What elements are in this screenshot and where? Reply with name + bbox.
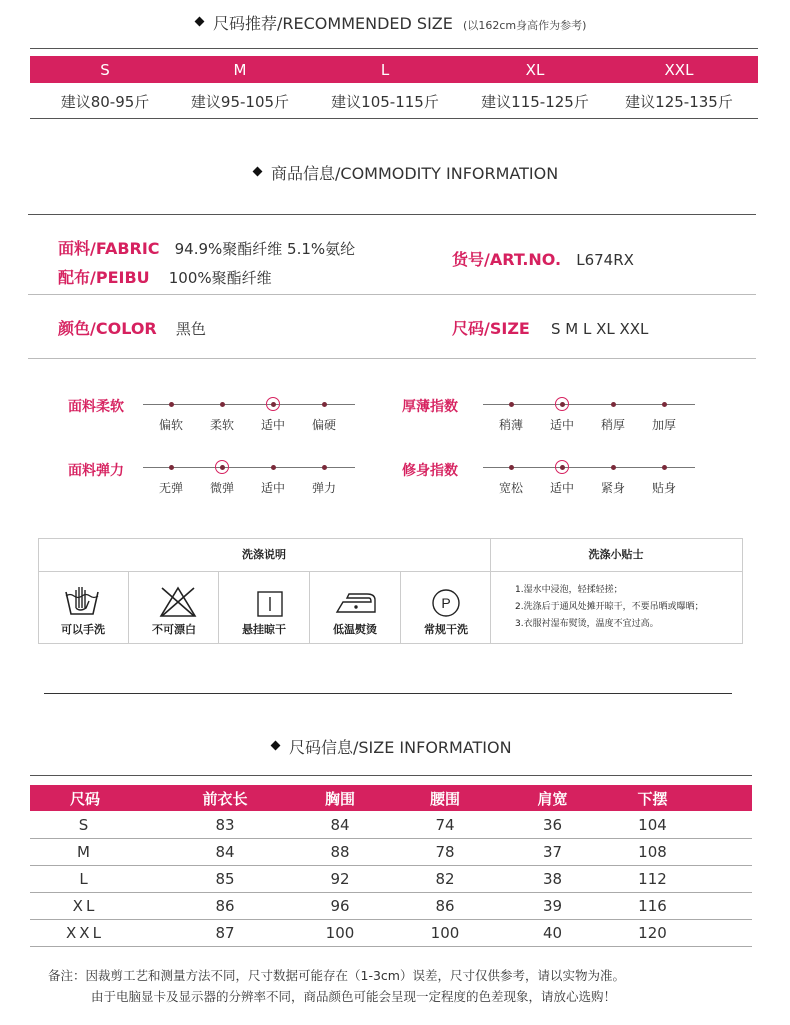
table-cell: 120 [638, 924, 667, 942]
table-cell: 40 [542, 924, 563, 942]
diamond-icon [195, 17, 205, 27]
table-cell: 96 [330, 897, 350, 915]
dry-clean-icon [431, 588, 461, 618]
size-info-title: 尺码信息/SIZE INFORMATION [272, 735, 512, 758]
table-row [30, 920, 752, 946]
table-cell: 104 [638, 816, 667, 834]
color-row: 颜色/COLOR 黑色 [58, 319, 206, 338]
care-tips-title: 洗涤小贴士 [588, 548, 644, 561]
divider [28, 214, 756, 215]
divider [28, 294, 756, 295]
table-row [30, 893, 752, 919]
scale-option-label: 稍厚 [600, 418, 625, 432]
selected-ring-icon [215, 460, 229, 474]
care-tip: 2.洗涤后于通风处摊开晾干，不要吊晒或曝晒； [515, 602, 704, 612]
hand-wash-icon [62, 584, 102, 618]
note-line: 由于电脑显卡及显示器的分辨率不同，商品颜色可能会呈现一定程度的色差现象，请放心选购！ [91, 989, 617, 1004]
scale-option-label: 弹力 [311, 481, 336, 495]
no-bleach-icon [158, 584, 198, 618]
header-cell: 肩宽 [537, 789, 568, 808]
svg-text:P: P [441, 595, 451, 611]
care-tips [515, 582, 737, 633]
scale-dot [271, 465, 276, 470]
hang-dry-icon [256, 590, 284, 618]
selected-ring-icon [555, 397, 569, 411]
scale-dot [322, 465, 327, 470]
table-cell: 92 [330, 870, 350, 888]
divider [44, 693, 732, 694]
scale-option-label: 适中 [260, 481, 285, 495]
size-cell: XXL [664, 60, 694, 79]
weight-cell: 建议95-105斤 [190, 92, 290, 111]
table-cell: 83 [215, 816, 235, 834]
table-cell: 116 [638, 897, 667, 915]
scale-dot [662, 402, 667, 407]
table-cell: 86 [435, 897, 455, 915]
scale-dot [611, 465, 616, 470]
scale-option-label: 偏硬 [311, 418, 336, 432]
size-cell: S [100, 60, 110, 79]
recommended-weight-row [30, 90, 758, 112]
size-cell: M [233, 60, 247, 79]
weight-cell: 建议105-115斤 [331, 92, 439, 111]
care-label-hang-dry: 悬挂晾干 [242, 623, 286, 636]
table-row [30, 812, 752, 838]
header-cell: 腰围 [429, 789, 460, 808]
size-cell: XL [525, 60, 545, 79]
scale-title: 面料柔软 [68, 399, 124, 415]
scale-option-label: 贴身 [651, 481, 676, 495]
table-cell: 88 [330, 843, 350, 861]
scale-dot [662, 465, 667, 470]
table-cell: 84 [215, 843, 235, 861]
table-cell: L [79, 870, 91, 888]
diamond-icon [253, 167, 263, 177]
table-cell: 39 [542, 897, 563, 915]
table-cell: 74 [435, 816, 455, 834]
row-divider [30, 946, 752, 947]
scale-title: 面料弹力 [68, 463, 124, 479]
header-cell: 胸围 [324, 789, 355, 808]
selected-ring-icon [266, 397, 280, 411]
table-cell: 112 [638, 870, 667, 888]
low-iron-icon [335, 590, 377, 616]
table-cell: 84 [330, 816, 350, 834]
table-cell: XL [72, 897, 98, 915]
table-cell: 38 [542, 870, 563, 888]
art-no-row: 货号/ART.NO. L674RX [452, 250, 634, 269]
weight-cell: 建议80-95斤 [60, 92, 150, 111]
recommended-size-header [30, 56, 758, 83]
note-line: 备注：因裁剪工艺和测量方法不同，尺寸数据可能存在（1-3cm）误差，尺寸仅供参考，请以实物为准。 [48, 968, 625, 983]
fabric-row: 面料/FABRIC 94.9%聚酯纤维 5.1%氨纶 [58, 239, 356, 258]
scale-dot [169, 402, 174, 407]
table-row [30, 839, 752, 865]
scale-title: 厚薄指数 [402, 399, 458, 415]
table-row [30, 866, 752, 892]
table-cell: M [77, 843, 93, 861]
scale-option-label: 柔软 [209, 418, 234, 432]
care-label-no-bleach: 不可漂白 [152, 623, 196, 636]
divider [30, 118, 758, 119]
table-cell: 82 [435, 870, 455, 888]
divider [30, 48, 758, 49]
header-cell: 前衣长 [202, 789, 248, 808]
scale-option-label: 适中 [260, 418, 285, 432]
scale-option-label: 偏软 [158, 418, 183, 432]
table-cell: 100 [325, 924, 355, 942]
scale-title: 修身指数 [402, 463, 458, 479]
divider [28, 358, 756, 359]
table-cell: 87 [215, 924, 235, 942]
header-cell: 尺码 [69, 789, 100, 808]
scale-option-label: 加厚 [651, 418, 676, 432]
size-table-header [30, 785, 752, 811]
table-cell: 78 [435, 843, 455, 861]
table-cell: XXL [66, 924, 104, 942]
scale-option-label: 宽松 [498, 481, 523, 495]
table-cell: S [78, 816, 92, 834]
care-title: 洗涤说明 [242, 548, 286, 561]
weight-cell: 建议115-125斤 [481, 92, 589, 111]
weight-cell: 建议125-135斤 [625, 92, 733, 111]
diamond-icon [271, 741, 281, 751]
size-cell: L [380, 60, 390, 79]
scale-option-label: 微弹 [209, 481, 234, 495]
scale-dot [220, 402, 225, 407]
table-cell: 100 [430, 924, 460, 942]
scale-dot [322, 402, 327, 407]
scale-option-label: 稍薄 [498, 418, 523, 432]
care-header-divider [38, 571, 742, 572]
scale-option-label: 无弹 [158, 481, 183, 495]
commodity-title: 商品信息/COMMODITY INFORMATION [254, 161, 558, 184]
divider [30, 775, 752, 776]
header-cell: 下摆 [637, 789, 668, 808]
lining-row: 配布/PEIBU 100%聚酯纤维 [58, 268, 272, 287]
table-cell: 85 [215, 870, 235, 888]
care-label-dry-clean: 常规干洗 [424, 623, 468, 636]
scale-dot [169, 465, 174, 470]
care-tip: 3.衣服衬湿布熨烫，温度不宜过高。 [515, 619, 659, 629]
recommended-size-title: 尺码推荐/RECOMMENDED SIZE (以162cm身高作为参考) [196, 11, 586, 34]
scale-option-label: 适中 [549, 481, 574, 495]
table-cell: 37 [542, 843, 563, 861]
scale-dot [509, 465, 514, 470]
table-cell: 86 [215, 897, 235, 915]
table-cell: 108 [638, 843, 667, 861]
selected-ring-icon [555, 460, 569, 474]
table-cell: 36 [542, 816, 563, 834]
scale-dot [611, 402, 616, 407]
scale-option-label: 紧身 [600, 481, 625, 495]
care-label-low-iron: 低温熨烫 [333, 623, 377, 636]
care-label-hand-wash: 可以手洗 [61, 623, 105, 636]
scale-dot [509, 402, 514, 407]
scale-option-label: 适中 [549, 418, 574, 432]
size-row: 尺码/SIZE S M L XL XXL [452, 319, 649, 338]
care-tip: 1.湿水中浸泡，轻揉轻搓； [515, 585, 623, 595]
